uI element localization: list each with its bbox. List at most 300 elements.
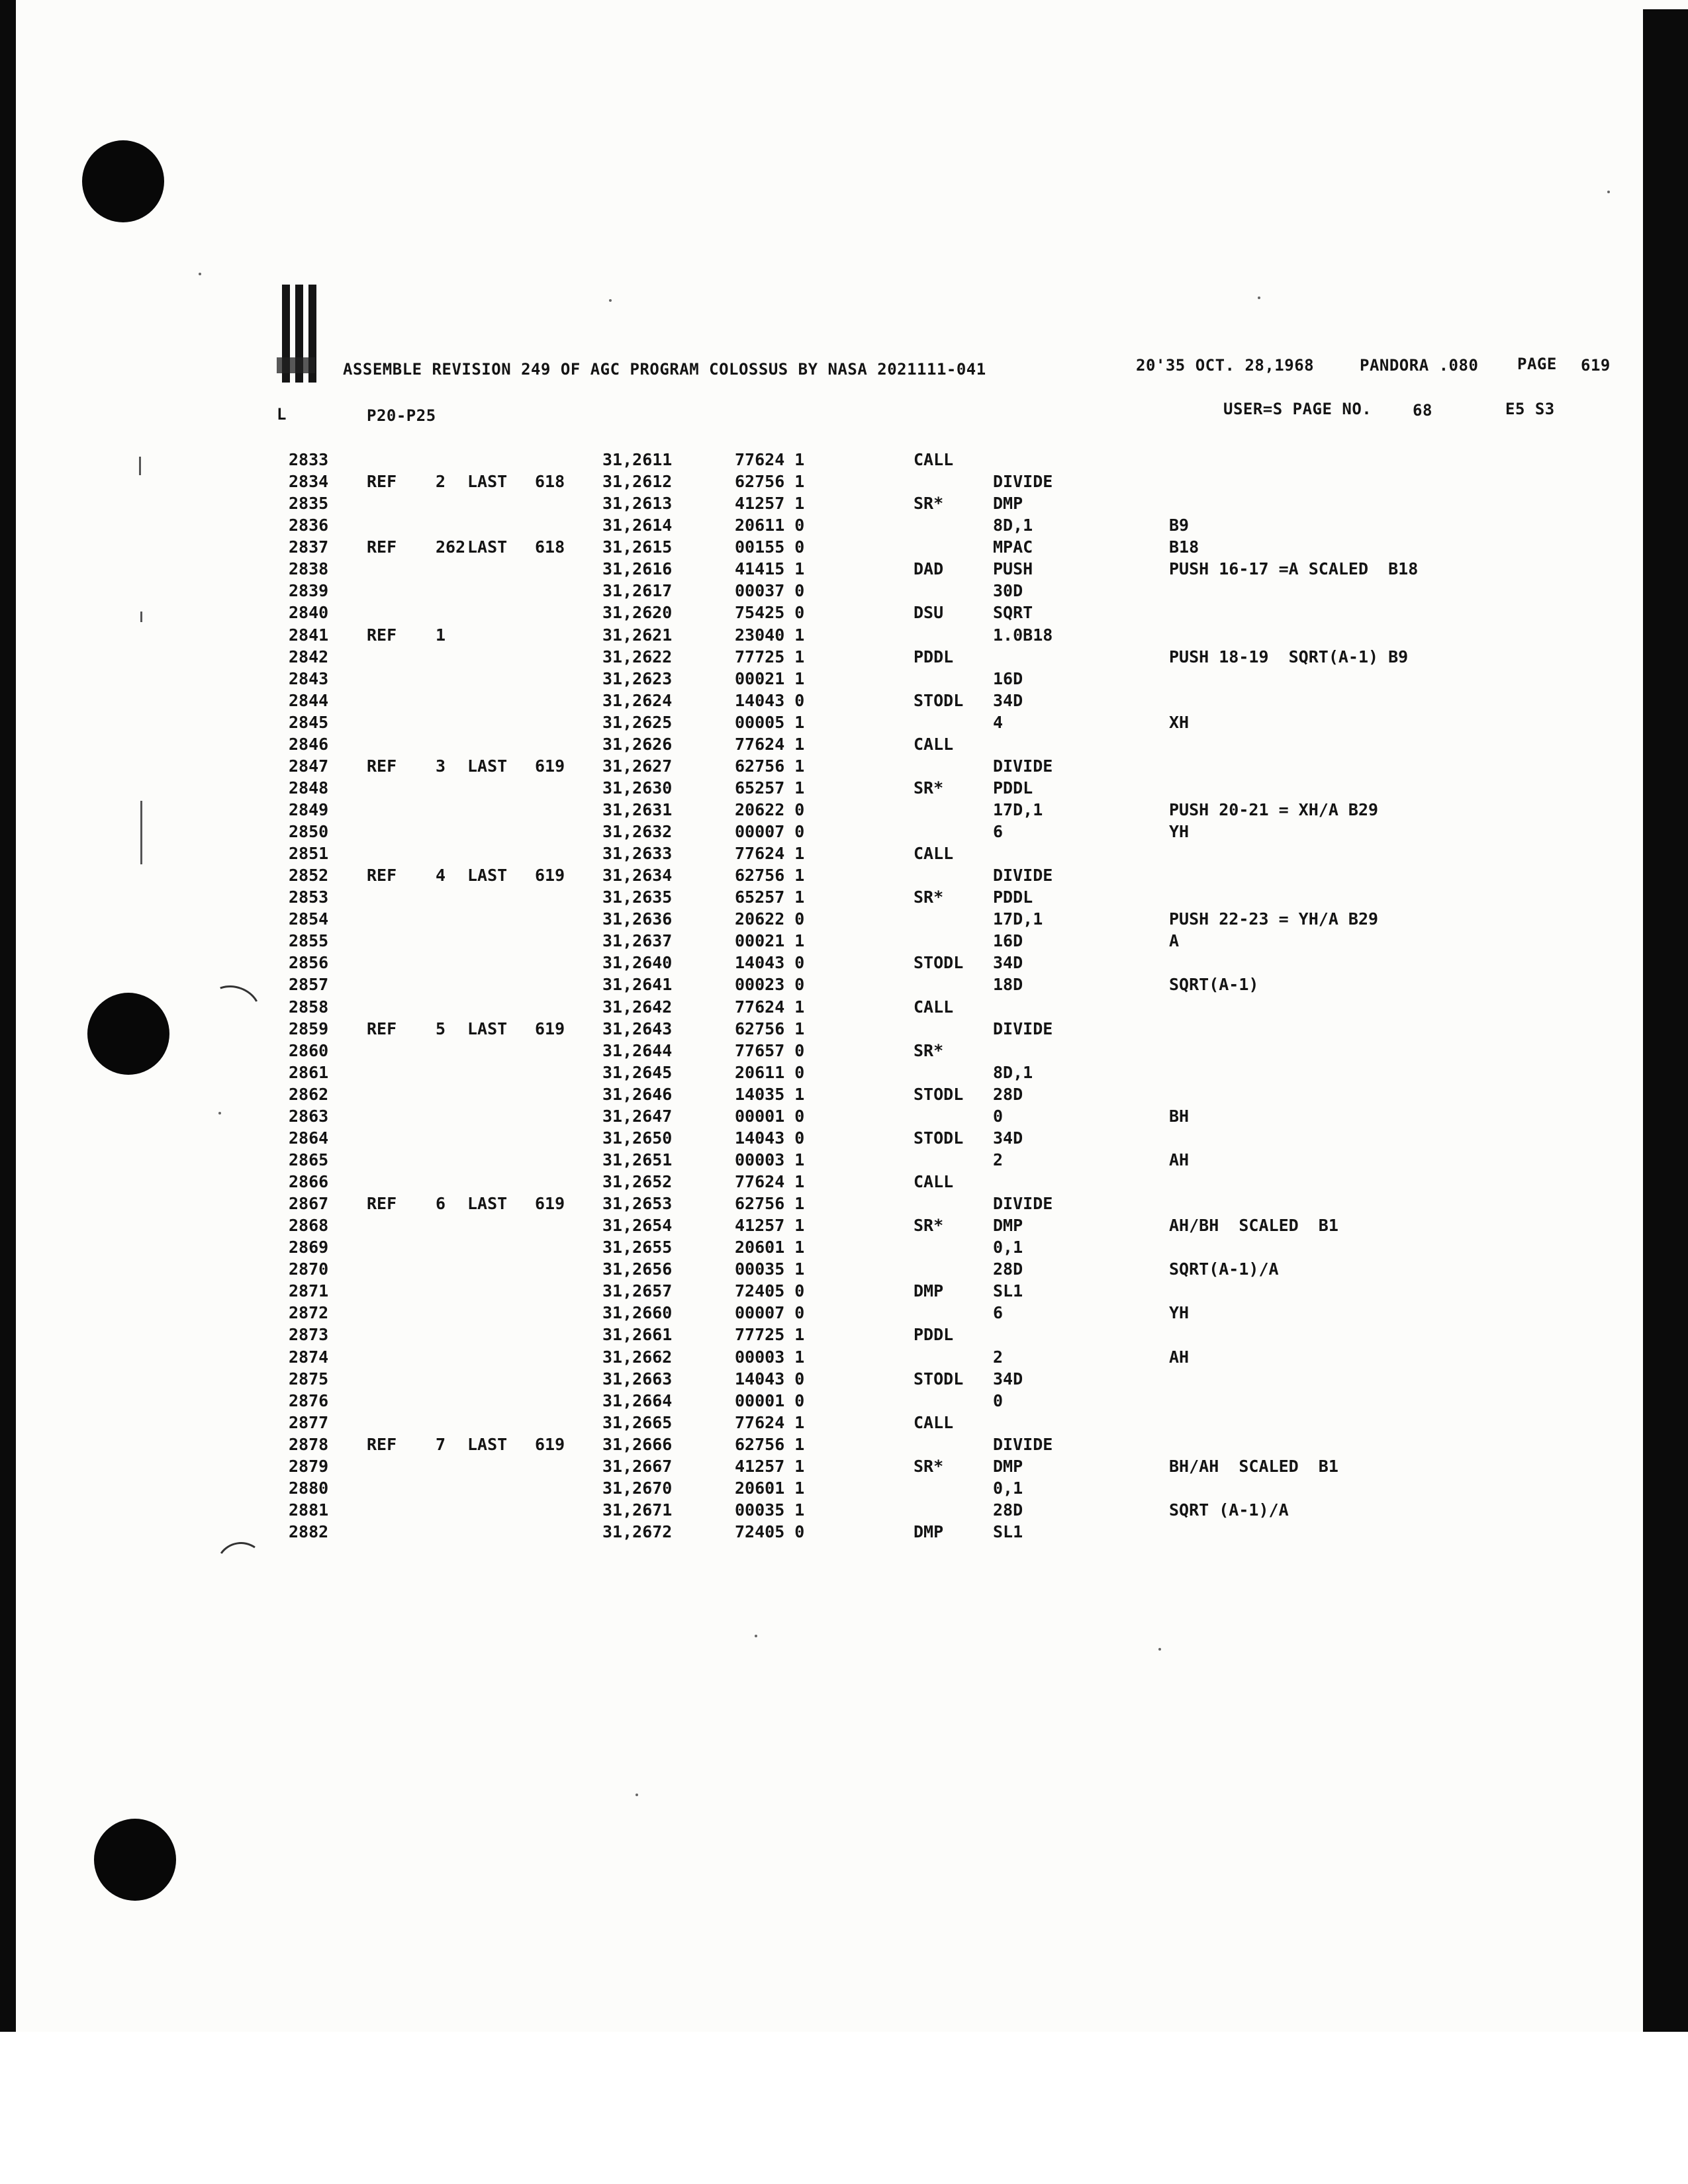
line-number: 2834 xyxy=(289,472,329,492)
assembly-title: ASSEMBLE REVISION 249 OF AGC PROGRAM COLOSSUS BY NASA 2021111-041 xyxy=(343,360,986,379)
ref-count: 3 xyxy=(436,756,446,776)
last-page: 619 xyxy=(535,1434,565,1454)
last-page: 619 xyxy=(535,1194,565,1213)
opcode: STODL xyxy=(914,1084,964,1104)
memory-address: 31,2656 xyxy=(602,1259,673,1279)
comment: YH xyxy=(1169,822,1190,841)
listing-row xyxy=(0,1303,1688,1325)
comment: SQRT(A-1)/A xyxy=(1169,1259,1279,1279)
memory-address: 31,2651 xyxy=(602,1150,673,1169)
octal-code: 00001 0 xyxy=(735,1390,805,1410)
octal-code: 72405 0 xyxy=(735,1522,805,1541)
memory-address: 31,2637 xyxy=(602,931,673,951)
opcode: STODL xyxy=(914,953,964,973)
ref-count: 1 xyxy=(436,625,446,645)
octal-code: 20622 0 xyxy=(735,800,805,819)
operand: 16D xyxy=(993,668,1023,688)
octal-code: 77725 1 xyxy=(735,647,805,666)
octal-code: 77624 1 xyxy=(735,1172,805,1191)
last-page: 619 xyxy=(535,1019,565,1038)
operand: 8D,1 xyxy=(993,1062,1033,1082)
memory-address: 31,2662 xyxy=(602,1347,673,1367)
octal-code: 00003 1 xyxy=(735,1347,805,1367)
operand: 16D xyxy=(993,931,1023,951)
operand: DIVIDE xyxy=(993,1434,1053,1454)
memory-address: 31,2670 xyxy=(602,1478,673,1498)
octal-code: 41257 1 xyxy=(735,1216,805,1236)
operand: 0 xyxy=(993,1390,1004,1410)
comment: SQRT (A-1)/A xyxy=(1169,1500,1289,1520)
memory-address: 31,2660 xyxy=(602,1303,673,1323)
listing-row xyxy=(0,1281,1688,1303)
octal-code: 00035 1 xyxy=(735,1500,805,1520)
listing-row xyxy=(0,887,1688,909)
octal-code: 00023 0 xyxy=(735,975,805,995)
user-page-label: USER=S PAGE NO. xyxy=(1223,400,1372,418)
opcode: DMP xyxy=(914,1281,944,1301)
comment: B18 xyxy=(1169,537,1199,557)
page-label: PAGE xyxy=(1517,355,1557,373)
octal-code: 20622 0 xyxy=(735,909,805,929)
octal-code: 65257 1 xyxy=(735,778,805,797)
memory-address: 31,2636 xyxy=(602,909,673,929)
ref-count: 4 xyxy=(436,866,446,886)
memory-address: 31,2625 xyxy=(602,712,673,732)
opcode: SR* xyxy=(914,887,944,907)
memory-address: 31,2624 xyxy=(602,690,673,710)
line-number: 2842 xyxy=(289,647,329,666)
comment: PUSH 20-21 = XH/A B29 xyxy=(1169,800,1379,819)
listing-row xyxy=(0,1347,1688,1369)
octal-code: 00021 1 xyxy=(735,931,805,951)
listing-row xyxy=(0,669,1688,691)
operand: 28D xyxy=(993,1259,1023,1279)
memory-address: 31,2634 xyxy=(602,866,673,886)
line-number: 2851 xyxy=(289,844,329,864)
listing-row xyxy=(0,822,1688,844)
ref-count: 7 xyxy=(436,1434,446,1454)
memory-address: 31,2644 xyxy=(602,1040,673,1060)
listing-row xyxy=(0,1172,1688,1194)
opcode: CALL xyxy=(914,997,954,1017)
listing-row xyxy=(0,975,1688,997)
octal-code: 41415 1 xyxy=(735,559,805,579)
assembly-timestamp: 20'35 OCT. 28,1968 xyxy=(1136,356,1315,375)
memory-address: 31,2617 xyxy=(602,581,673,601)
memory-address: 31,2650 xyxy=(602,1128,673,1148)
line-number: 2854 xyxy=(289,909,329,929)
listing-row xyxy=(0,450,1688,472)
memory-address: 31,2667 xyxy=(602,1456,673,1476)
memory-address: 31,2640 xyxy=(602,953,673,973)
line-number: 2882 xyxy=(289,1522,329,1541)
octal-code: 14043 0 xyxy=(735,953,805,973)
last-page: 619 xyxy=(535,866,565,886)
line-number: 2865 xyxy=(289,1150,329,1169)
opcode: CALL xyxy=(914,450,954,469)
octal-code: 77624 1 xyxy=(735,997,805,1017)
octal-code: 62756 1 xyxy=(735,1019,805,1038)
operand: 6 xyxy=(993,1303,1004,1323)
operand: 2 xyxy=(993,1150,1004,1169)
octal-code: 77624 1 xyxy=(735,450,805,469)
comment: YH xyxy=(1169,1303,1190,1323)
octal-code: 75425 0 xyxy=(735,603,805,623)
octal-code: 14043 0 xyxy=(735,690,805,710)
line-number: 2839 xyxy=(289,581,329,601)
last-page: 618 xyxy=(535,537,565,557)
line-number: 2879 xyxy=(289,1456,329,1476)
operand: 34D xyxy=(993,690,1023,710)
operand: SL1 xyxy=(993,1281,1023,1301)
operand: DIVIDE xyxy=(993,472,1053,492)
listing-row xyxy=(0,1238,1688,1259)
operand: 17D,1 xyxy=(993,909,1043,929)
memory-address: 31,2621 xyxy=(602,625,673,645)
line-number: 2878 xyxy=(289,1434,329,1454)
line-number: 2853 xyxy=(289,887,329,907)
operand: 2 xyxy=(993,1347,1004,1367)
listing-row xyxy=(0,1369,1688,1391)
listing-row xyxy=(0,1522,1688,1544)
line-number: 2852 xyxy=(289,866,329,886)
memory-address: 31,2661 xyxy=(602,1325,673,1345)
memory-address: 31,2672 xyxy=(602,1522,673,1541)
last-label: LAST xyxy=(467,537,508,557)
listing-row xyxy=(0,1107,1688,1128)
listing-row xyxy=(0,494,1688,516)
memory-address: 31,2655 xyxy=(602,1238,673,1257)
listing-row xyxy=(0,1435,1688,1457)
opcode: SR* xyxy=(914,494,944,514)
listing-row xyxy=(0,756,1688,778)
line-number: 2855 xyxy=(289,931,329,951)
memory-address: 31,2612 xyxy=(602,472,673,492)
line-number: 2869 xyxy=(289,1238,329,1257)
octal-code: 20611 0 xyxy=(735,516,805,535)
memory-address: 31,2635 xyxy=(602,887,673,907)
line-number: 2850 xyxy=(289,822,329,841)
octal-code: 62756 1 xyxy=(735,1194,805,1213)
last-label: LAST xyxy=(467,1019,508,1038)
operand: 34D xyxy=(993,1369,1023,1388)
line-number: 2875 xyxy=(289,1369,329,1388)
operand: DMP xyxy=(993,1456,1023,1476)
listing-row xyxy=(0,953,1688,975)
last-page: 618 xyxy=(535,472,565,492)
last-label: LAST xyxy=(467,472,508,492)
ref-label: REF xyxy=(367,625,397,645)
memory-address: 31,2653 xyxy=(602,1194,673,1213)
ref-count: 262 xyxy=(436,537,466,557)
line-number: 2837 xyxy=(289,537,329,557)
octal-code: 00037 0 xyxy=(735,581,805,601)
line-number: 2833 xyxy=(289,450,329,469)
opcode: CALL xyxy=(914,844,954,864)
operand: 4 xyxy=(993,712,1004,732)
line-number: 2858 xyxy=(289,997,329,1017)
listing-row xyxy=(0,1479,1688,1500)
comment: B9 xyxy=(1169,516,1190,535)
line-number: 2856 xyxy=(289,953,329,973)
operand: 17D,1 xyxy=(993,800,1043,819)
memory-address: 31,2663 xyxy=(602,1369,673,1388)
memory-address: 31,2632 xyxy=(602,822,673,841)
listing-row xyxy=(0,778,1688,800)
opcode: SR* xyxy=(914,1216,944,1236)
octal-code: 00007 0 xyxy=(735,1303,805,1323)
listing-row xyxy=(0,1019,1688,1041)
operand: 28D xyxy=(993,1084,1023,1104)
line-number: 2847 xyxy=(289,756,329,776)
listing-row xyxy=(0,1500,1688,1522)
memory-address: 31,2643 xyxy=(602,1019,673,1038)
opcode: STODL xyxy=(914,1369,964,1388)
octal-code: 20601 1 xyxy=(735,1238,805,1257)
listing-row xyxy=(0,1391,1688,1413)
comment: AH xyxy=(1169,1150,1190,1169)
octal-code: 77725 1 xyxy=(735,1325,805,1345)
ref-count: 2 xyxy=(436,472,446,492)
opcode: CALL xyxy=(914,734,954,754)
operand: SQRT xyxy=(993,603,1033,623)
listing-row xyxy=(0,516,1688,537)
comment: AH/BH SCALED B1 xyxy=(1169,1216,1338,1236)
comment: PUSH 16-17 =A SCALED B18 xyxy=(1169,559,1419,579)
memory-address: 31,2641 xyxy=(602,975,673,995)
line-number: 2871 xyxy=(289,1281,329,1301)
octal-code: 00035 1 xyxy=(735,1259,805,1279)
octal-code: 77657 0 xyxy=(735,1040,805,1060)
memory-address: 31,2611 xyxy=(602,450,673,469)
memory-address: 31,2664 xyxy=(602,1390,673,1410)
operand: 34D xyxy=(993,1128,1023,1148)
last-page: 619 xyxy=(535,756,565,776)
memory-address: 31,2645 xyxy=(602,1062,673,1082)
listing-row xyxy=(0,1413,1688,1435)
last-label: LAST xyxy=(467,756,508,776)
listing-row xyxy=(0,1085,1688,1107)
listing-row xyxy=(0,1128,1688,1150)
listing-row xyxy=(0,581,1688,603)
line-number: 2840 xyxy=(289,603,329,623)
line-number: 2868 xyxy=(289,1216,329,1236)
listing-row xyxy=(0,866,1688,887)
left-marker: L xyxy=(277,405,287,424)
opcode: CALL xyxy=(914,1172,954,1191)
memory-address: 31,2642 xyxy=(602,997,673,1017)
line-number: 2845 xyxy=(289,712,329,732)
line-number: 2867 xyxy=(289,1194,329,1213)
octal-code: 65257 1 xyxy=(735,887,805,907)
memory-address: 31,2620 xyxy=(602,603,673,623)
operand: 1.0B18 xyxy=(993,625,1053,645)
memory-address: 31,2652 xyxy=(602,1172,673,1191)
line-number: 2870 xyxy=(289,1259,329,1279)
line-number: 2872 xyxy=(289,1303,329,1323)
line-number: 2873 xyxy=(289,1325,329,1345)
comment: PUSH 18-19 SQRT(A-1) B9 xyxy=(1169,647,1409,666)
operand: DMP xyxy=(993,1216,1023,1236)
operand: 28D xyxy=(993,1500,1023,1520)
ref-label: REF xyxy=(367,472,397,492)
line-number: 2862 xyxy=(289,1084,329,1104)
opcode: PDDL xyxy=(914,1325,954,1345)
operand: 0 xyxy=(993,1106,1004,1126)
listing-row xyxy=(0,691,1688,713)
octal-code: 00001 0 xyxy=(735,1106,805,1126)
operand: 0,1 xyxy=(993,1238,1023,1257)
listing-row xyxy=(0,625,1688,647)
octal-code: 00155 0 xyxy=(735,537,805,557)
listing-row xyxy=(0,1457,1688,1479)
octal-code: 41257 1 xyxy=(735,1456,805,1476)
listing-row xyxy=(0,1259,1688,1281)
last-label: LAST xyxy=(467,866,508,886)
operand: 8D,1 xyxy=(993,516,1033,535)
octal-code: 20611 0 xyxy=(735,1062,805,1082)
octal-code: 20601 1 xyxy=(735,1478,805,1498)
opcode: PDDL xyxy=(914,647,954,666)
operand: PUSH xyxy=(993,559,1033,579)
listing-row xyxy=(0,1194,1688,1216)
ref-count: 5 xyxy=(436,1019,446,1038)
line-number: 2849 xyxy=(289,800,329,819)
octal-code: 00005 1 xyxy=(735,712,805,732)
line-number: 2866 xyxy=(289,1172,329,1191)
listing-row xyxy=(0,1150,1688,1172)
comment: XH xyxy=(1169,712,1190,732)
octal-code: 62756 1 xyxy=(735,472,805,492)
line-number: 2881 xyxy=(289,1500,329,1520)
octal-code: 77624 1 xyxy=(735,734,805,754)
memory-address: 31,2646 xyxy=(602,1084,673,1104)
ref-label: REF xyxy=(367,756,397,776)
memory-address: 31,2623 xyxy=(602,668,673,688)
listing-row xyxy=(0,931,1688,953)
memory-address: 31,2665 xyxy=(602,1412,673,1432)
listing-row xyxy=(0,1041,1688,1063)
memory-address: 31,2633 xyxy=(602,844,673,864)
line-number: 2844 xyxy=(289,690,329,710)
memory-address: 31,2615 xyxy=(602,537,673,557)
opcode: STODL xyxy=(914,690,964,710)
last-label: LAST xyxy=(467,1194,508,1213)
ref-label: REF xyxy=(367,1019,397,1038)
memory-address: 31,2626 xyxy=(602,734,673,754)
opcode: STODL xyxy=(914,1128,964,1148)
opcode: DAD xyxy=(914,559,944,579)
memory-address: 31,2616 xyxy=(602,559,673,579)
listing-row xyxy=(0,537,1688,559)
page-number: 619 xyxy=(1581,356,1611,375)
operand: PDDL xyxy=(993,778,1033,797)
comment: A xyxy=(1169,931,1180,951)
line-number: 2848 xyxy=(289,778,329,797)
listing-row xyxy=(0,1063,1688,1085)
listing-row xyxy=(0,909,1688,931)
line-number: 2859 xyxy=(289,1019,329,1038)
memory-address: 31,2657 xyxy=(602,1281,673,1301)
memory-address: 31,2622 xyxy=(602,647,673,666)
line-number: 2864 xyxy=(289,1128,329,1148)
line-number: 2838 xyxy=(289,559,329,579)
memory-address: 31,2666 xyxy=(602,1434,673,1454)
opcode: SR* xyxy=(914,1040,944,1060)
ref-label: REF xyxy=(367,1434,397,1454)
comment: AH xyxy=(1169,1347,1190,1367)
operand: DIVIDE xyxy=(993,756,1053,776)
station-label: E5 S3 xyxy=(1505,400,1555,418)
listing-row xyxy=(0,713,1688,735)
line-number: 2877 xyxy=(289,1412,329,1432)
memory-address: 31,2613 xyxy=(602,494,673,514)
octal-code: 00007 0 xyxy=(735,822,805,841)
operand: SL1 xyxy=(993,1522,1023,1541)
operand: 30D xyxy=(993,581,1023,601)
memory-address: 31,2647 xyxy=(602,1106,673,1126)
operand: DMP xyxy=(993,494,1023,514)
line-number: 2843 xyxy=(289,668,329,688)
comment: SQRT(A-1) xyxy=(1169,975,1259,995)
user-page-number: 68 xyxy=(1413,401,1432,420)
octal-code: 14043 0 xyxy=(735,1369,805,1388)
memory-address: 31,2614 xyxy=(602,516,673,535)
line-number: 2846 xyxy=(289,734,329,754)
line-number: 2857 xyxy=(289,975,329,995)
memory-address: 31,2627 xyxy=(602,756,673,776)
line-number: 2874 xyxy=(289,1347,329,1367)
octal-code: 00003 1 xyxy=(735,1150,805,1169)
comment: PUSH 22-23 = YH/A B29 xyxy=(1169,909,1379,929)
opcode: SR* xyxy=(914,778,944,797)
section-label: P20-P25 xyxy=(367,406,436,425)
memory-address: 31,2630 xyxy=(602,778,673,797)
listing-row xyxy=(0,997,1688,1019)
operand: 18D xyxy=(993,975,1023,995)
operand: 34D xyxy=(993,953,1023,973)
listing-row xyxy=(0,844,1688,866)
octal-code: 14043 0 xyxy=(735,1128,805,1148)
operand: DIVIDE xyxy=(993,1194,1053,1213)
opcode: DMP xyxy=(914,1522,944,1541)
listing-row xyxy=(0,603,1688,625)
operand: DIVIDE xyxy=(993,866,1053,886)
operand: DIVIDE xyxy=(993,1019,1053,1038)
last-label: LAST xyxy=(467,1434,508,1454)
listing-row xyxy=(0,647,1688,669)
line-number: 2876 xyxy=(289,1390,329,1410)
line-number: 2835 xyxy=(289,494,329,514)
listing-row xyxy=(0,472,1688,494)
listing-row xyxy=(0,559,1688,581)
octal-code: 00021 1 xyxy=(735,668,805,688)
listing-row xyxy=(0,735,1688,756)
octal-code: 72405 0 xyxy=(735,1281,805,1301)
line-number: 2836 xyxy=(289,516,329,535)
ref-label: REF xyxy=(367,1194,397,1213)
comment: BH xyxy=(1169,1106,1190,1126)
operand: PDDL xyxy=(993,887,1033,907)
memory-address: 31,2654 xyxy=(602,1216,673,1236)
opcode: DSU xyxy=(914,603,944,623)
memory-address: 31,2671 xyxy=(602,1500,673,1520)
octal-code: 14035 1 xyxy=(735,1084,805,1104)
line-number: 2880 xyxy=(289,1478,329,1498)
operand: MPAC xyxy=(993,537,1033,557)
octal-code: 41257 1 xyxy=(735,494,805,514)
listing-row xyxy=(0,1325,1688,1347)
